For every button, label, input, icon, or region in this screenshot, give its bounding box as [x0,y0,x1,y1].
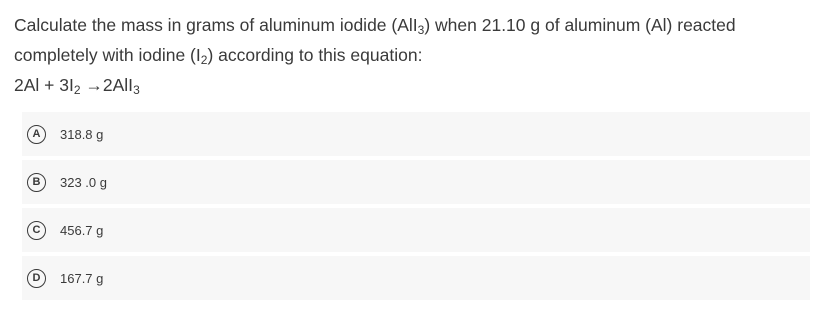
option-d-text: 167.7 g [60,270,104,286]
question-line-1-subscript: 3 [417,23,425,37]
question-line-2-start: completely with iodine (I [14,45,201,65]
question-text [14,10,809,100]
equation-product: →2AlI [80,75,134,95]
equation-reactants: 2Al + 3I [14,75,74,95]
option-a-letter-badge: A [27,125,46,144]
option-d-letter-badge: D [27,269,46,288]
question-line-2-end: ) according to this equation: [207,45,423,65]
option-b-letter-badge: B [27,173,46,192]
option-a[interactable] [22,112,810,156]
option-d[interactable] [22,256,810,300]
option-b[interactable] [22,160,810,204]
equation-subscript-2: 3 [133,83,140,97]
option-b-text: 323 .0 g [60,174,107,190]
question-line-1-start: Calculate the mass in grams of aluminum iodide (AlI [14,15,418,35]
option-c-letter-badge: C [27,221,46,240]
chemical-equation [14,70,809,100]
option-c-text: 456.7 g [60,222,104,238]
question-line-2-subscript: 2 [200,53,208,67]
option-c[interactable] [22,208,810,252]
equation-subscript-1: 2 [73,83,81,97]
question-line-1 [14,10,809,40]
question-line-2 [14,40,809,70]
answer-options [22,112,810,304]
option-a-text: 318.8 g [60,126,104,142]
question-line-1-end: ) when 21.10 g of aluminum (Al) reacted [424,15,736,35]
